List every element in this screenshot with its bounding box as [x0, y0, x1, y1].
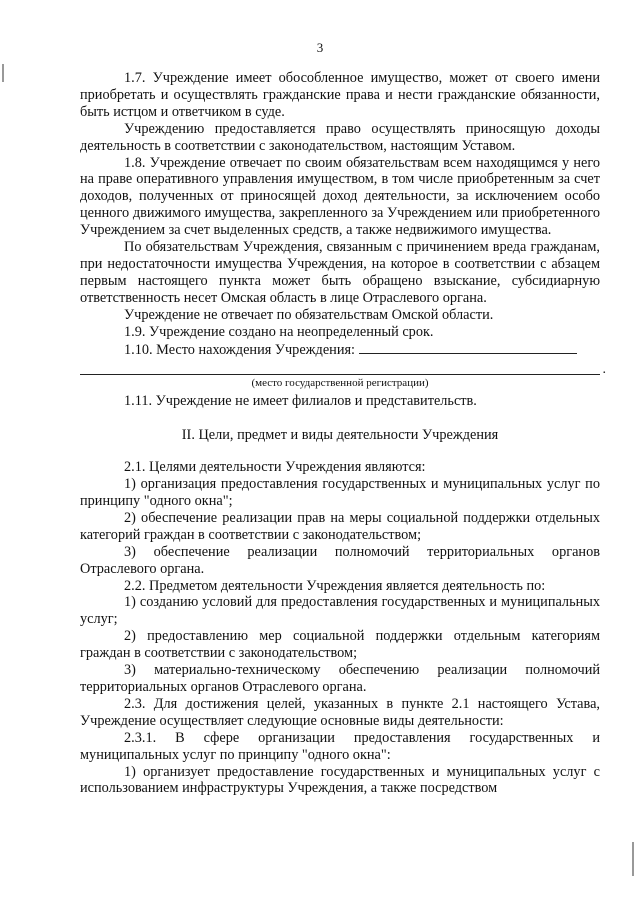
- scan-edge-mark: [632, 842, 634, 876]
- paragraph-1-10: [80, 341, 600, 359]
- document-body: [80, 70, 606, 797]
- scan-edge-mark: [2, 64, 4, 82]
- paragraph-1-8: 1.8. Учреждение отвечает по своим обязательствам всем находящимся у него на праве оперативного управления имуществом, в том числе приобретенным за счет доходов, полученных от приносящей доход деятельности, за исключением особо ценного движимого имущества, закрепленного за Учреждением или приобретенного Учреждением за счет выделенных средств, а также недвижимого имущества.: [80, 154, 600, 239]
- page-number: 3: [316, 40, 324, 55]
- paragraph-2-2-item-2: 2) предоставлению мер социальной поддержки отдельным категориям граждан в соответствии с законодательством;: [80, 628, 600, 662]
- paragraph-1-9: 1.9. Учреждение создано на неопределенный срок.: [124, 323, 434, 340]
- line-end-mark: .: [602, 362, 606, 378]
- paragraph-liability: По обязательствам Учреждения, связанным с причинением вреда гражданам, при недостаточности имущества Учреждения, на которое в соответствии с абзацем первым настоящего пункта может быть обращено взыскание, субсидиарную ответственность несет Омская область в лице Отраслевого органа.: [80, 239, 600, 306]
- paragraph-2-3: 2.3. Для достижения целей, указанных в пункте 2.1 настоящего Устава, Учреждение осуществляет следующие основные виды деятельности:: [80, 695, 600, 729]
- paragraph-2-2-item-1: 1) созданию условий для предоставления государственных и муниципальных услуг;: [80, 594, 600, 628]
- location-blank-line: [359, 341, 577, 354]
- paragraph-2-2: 2.2. Предметом деятельности Учреждения является деятельность по:: [124, 577, 546, 594]
- paragraph-1-7: 1.7. Учреждение имеет обособленное имущество, может от своего имени приобретать и осуществлять гражданские права и нести гражданские обязанности, быть истцом и ответчиком в суде.: [80, 70, 600, 120]
- location-caption: (место государственной регистрации): [251, 377, 429, 390]
- paragraph-1-11: 1.11. Учреждение не имеет филиалов и представительств.: [124, 393, 477, 410]
- paragraph-income: Учреждению предоставляется право осуществлять приносящую доходы деятельность в соответствии с законодательством, настоящим Уставом.: [80, 120, 600, 154]
- paragraph-2-1-item-3: 3) обеспечение реализации полномочий территориальных органов Отраслевого органа.: [80, 543, 600, 577]
- paragraph-2-1-item-2: 2) обеспечение реализации прав на меры социальной поддержки отдельных категорий граждан в соответствии с законодательством;: [80, 509, 600, 543]
- paragraph-2-3-1: 2.3.1. В сфере организации предоставления государственных и муниципальных услуг по принципу "одного окна":: [80, 729, 600, 763]
- location-blank-line-full: [80, 360, 606, 378]
- paragraph-omsk-liability: Учреждение не отвечает по обязательствам Омской области.: [124, 306, 494, 323]
- section-heading: II. Цели, предмет и виды деятельности Учреждения: [181, 427, 499, 444]
- location-label: 1.10. Место нахождения Учреждения:: [124, 341, 356, 358]
- paragraph-2-2-item-3: 3) материально-техническому обеспечению реализации полномочий территориальных органов Отраслевого органа.: [80, 662, 600, 695]
- paragraph-2-1: 2.1. Целями деятельности Учреждения являются:: [124, 459, 426, 476]
- paragraph-2-1-item-1: 1) организация предоставления государственных и муниципальных услуг по принципу "одного окна";: [80, 476, 600, 510]
- paragraph-2-3-1-item-1: 1) организует предоставление государственных и муниципальных услуг с использованием инфраструктуры Учреждения, а также посредством: [80, 763, 600, 797]
